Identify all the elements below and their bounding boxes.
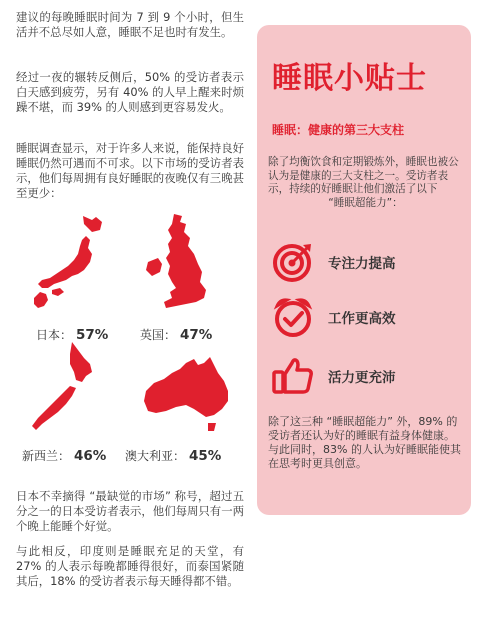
australia-map — [138, 355, 238, 435]
target-icon — [272, 241, 314, 283]
fatigue-paragraph: 经过一夜的辗转反侧后，50% 的受访者表示白天感到疲劳，另有 40% 的人早上醒来时烦躁不堪，而 39% 的人则感到更容易发火。 — [16, 70, 244, 114]
benefit-label: 活力更充沛 — [328, 370, 396, 386]
card-outro: 除了这三种 “睡眠超能力” 外，89% 的受访者还认为好的睡眠有益身体健康。与此同时，83% 的人认为好睡眠能使其在思考时更具创意。 — [268, 415, 461, 470]
benefit-label: 工作更高效 — [328, 311, 396, 327]
stat-country: 新西兰： — [22, 449, 71, 463]
stat-country: 澳大利亚： — [125, 449, 186, 463]
card-intro-quote: “睡眠超能力”： — [328, 196, 403, 209]
japan-map — [20, 214, 110, 314]
stat-country: 日本： — [36, 328, 73, 342]
card-intro — [268, 156, 463, 210]
benefit-efficiency — [272, 296, 462, 340]
card-title: 睡眠小贴士 — [272, 61, 427, 96]
japan-paragraph: 日本不幸摘得 “最缺觉的市场” 称号，超过五分之一的日本受访者表示，他们每周只有一两个晚上能睡个好觉。 — [16, 489, 244, 533]
stat-value: 47% — [180, 327, 213, 343]
stat-uk — [140, 326, 212, 343]
new-zealand-map — [28, 340, 108, 440]
stat-new-zealand — [22, 447, 106, 464]
intro-paragraph: 建议的每晚睡眠时间为 7 到 9 个小时，但生活并不总尽如人意，睡眠不足也时有发生。 — [16, 10, 244, 39]
alarm-clock-check-icon — [272, 296, 314, 338]
india-paragraph: 与此相反，印度则是睡眠充足的天堂，有 27% 的人表示每晚都睡得很好，而泰国紧随其后，18% 的受访者表示每天睡得都不错。 — [16, 544, 244, 588]
stat-australia — [125, 447, 221, 464]
survey-paragraph: 睡眠调查显示，对于许多人来说，能保持良好睡眠仍然可遇而不可求。以下市场的受访者表示，他们每周拥有良好睡眠的夜晚仅有三晚甚至更少： — [16, 141, 244, 200]
stat-value: 45% — [189, 448, 222, 464]
benefit-energy — [272, 355, 462, 399]
thumbs-up-icon — [272, 355, 314, 397]
stat-value: 57% — [76, 327, 109, 343]
benefit-label: 专注力提高 — [328, 256, 396, 272]
stat-country: 英国： — [140, 328, 177, 342]
card-intro-text: 除了均衡饮食和定期锻炼外，睡眠也被公认为是健康的三大支柱之一。受访者表示，持续的好睡眠让他们激活了以下 — [268, 156, 459, 195]
card-subtitle: 睡眠：健康的第三大支柱 — [272, 123, 405, 137]
uk-map — [140, 212, 220, 322]
benefit-focus — [272, 241, 462, 285]
stat-value: 46% — [74, 448, 107, 464]
sleep-tips-card — [257, 25, 471, 515]
